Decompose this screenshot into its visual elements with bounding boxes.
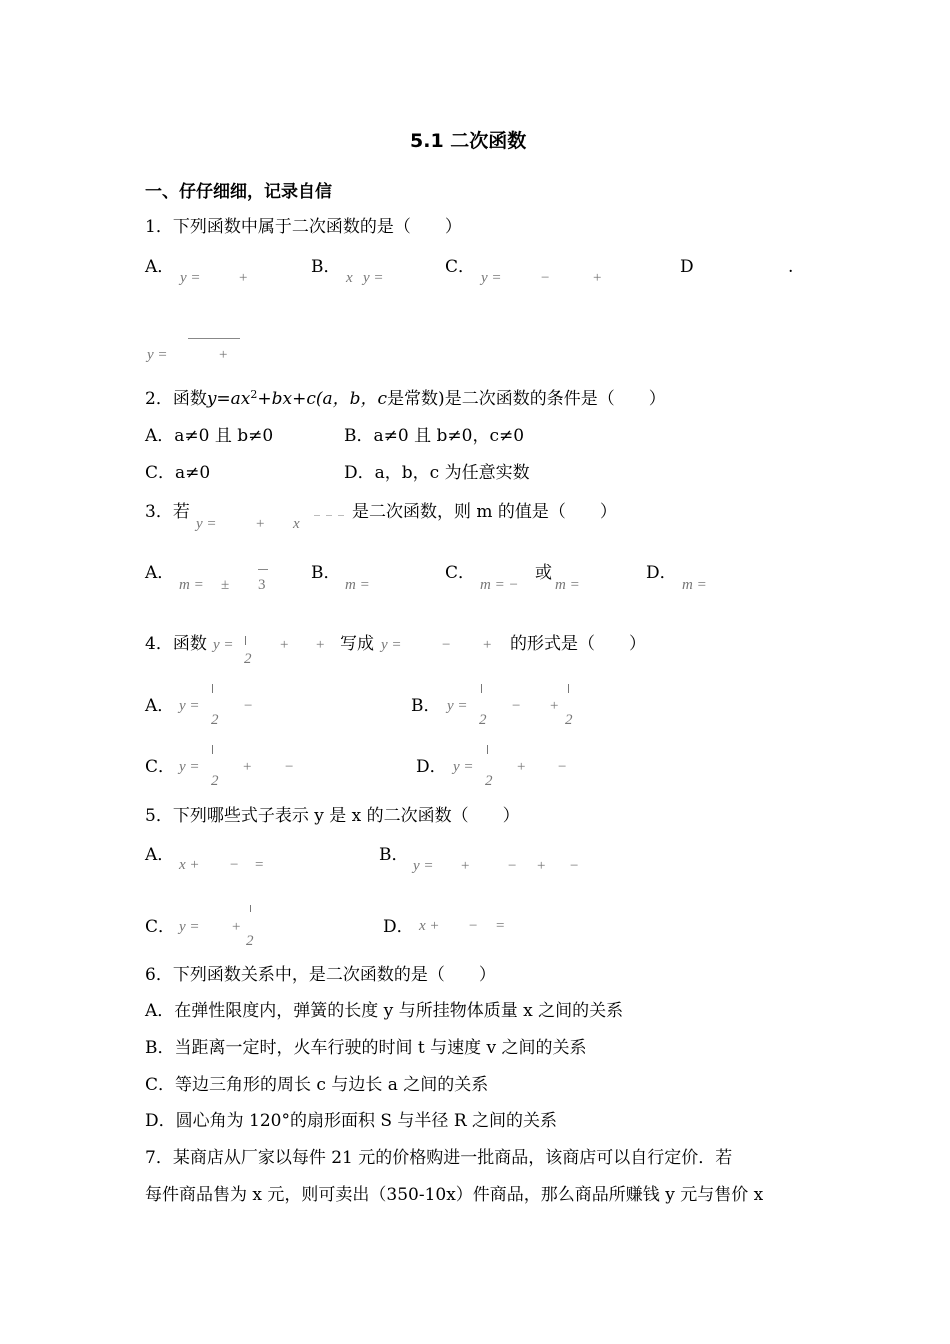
question-1-stem: 1．下列函数中属于二次函数的是（ ） <box>145 217 462 237</box>
q4-d-frag-1: y = <box>453 759 474 775</box>
q5-c-frag-2: + <box>232 919 241 935</box>
q1-d-frag-2: + <box>219 347 228 363</box>
q4-frag2-1: y = <box>381 637 402 653</box>
q6-option-a: A．在弹性限度内，弹簧的长度 y 与所挂物体质量 x 之间的关系 <box>145 1001 624 1021</box>
q4-d-frag-4: − <box>558 759 567 775</box>
q5-c-frag-1: y = <box>179 919 200 935</box>
q4-b-frag-3: − <box>512 698 521 714</box>
q3-frag-2: + <box>256 516 265 532</box>
q4-b-frag-2: 2 <box>479 712 487 728</box>
q5-b-frag-4: + <box>537 858 546 874</box>
q3-a-frag-1: m = <box>179 577 204 593</box>
q5-c-frag-3: 2 <box>246 933 254 949</box>
q3-d-frag-1: m = <box>682 577 707 593</box>
q5-d-frag-3: = <box>496 918 505 934</box>
q3-dash-1 <box>314 515 320 516</box>
q3-frag-3: x <box>293 516 300 532</box>
q2-option-a: A．a≠0 且 b≠0 <box>145 426 274 446</box>
q4-option-b-label: B． <box>411 696 441 716</box>
q3-dash-2 <box>326 515 332 516</box>
q2-option-c: C．a≠0 <box>145 463 211 483</box>
q4-frag1-4: + <box>316 637 325 653</box>
q1-option-a-label: A． <box>145 257 175 277</box>
q4-c-frag-4: − <box>285 759 294 775</box>
question-5-stem: 5．下列哪些式子表示 y 是 x 的二次函数（ ） <box>145 806 520 826</box>
q4-c-frag-3: + <box>243 759 252 775</box>
q5-option-c-label: C． <box>145 917 176 937</box>
q3-c-frag-1: m = − <box>480 577 519 593</box>
q1-option-c-label: C． <box>445 257 476 277</box>
q5-d-frag-2: − <box>469 918 478 934</box>
q5-a-frag-1: x + <box>179 857 200 873</box>
q4-a-frag-2: 2 <box>211 712 219 728</box>
q3-b-frag-1: m = <box>345 577 370 593</box>
q5-b-frag-5: − <box>570 858 579 874</box>
q2-option-d: D．a，b，c 为任意实数 <box>344 463 530 483</box>
q4-frag1-tick <box>245 636 246 645</box>
q3-dash-3 <box>338 515 344 516</box>
q4-c-tick <box>212 745 213 754</box>
q4-frag2-2: − <box>442 637 451 653</box>
q1-c-frag-1: y = <box>481 270 502 286</box>
question-4-stem-suffix: 的形式是（ ） <box>510 634 646 654</box>
q4-b-tick-2 <box>568 684 569 693</box>
q3-a-overbar <box>258 569 268 570</box>
q3-a-frag-3: 3 <box>258 577 266 593</box>
q1-option-b-label: B． <box>311 257 341 277</box>
q6-option-b: B．当距离一定时，火车行驶的时间 t 与速度 v 之间的关系 <box>145 1038 587 1058</box>
q4-c-frag-2: 2 <box>211 773 219 789</box>
q5-option-a-label: A． <box>145 845 175 865</box>
question-3-stem-suffix: 是二次函数，则 m 的值是（ ） <box>352 502 617 522</box>
q1-option-d-dot: . <box>788 257 794 277</box>
q4-d-tick <box>487 745 488 754</box>
q4-frag1-2: 2 <box>244 651 252 667</box>
question-4-stem-mid: 写成 <box>340 634 374 654</box>
question-7-line-1: 7．某商店从厂家以每件 21 元的价格购进一批商品，该商店可以自行定价．若 <box>145 1148 733 1168</box>
q4-frag2-3: + <box>483 637 492 653</box>
q3-c-frag-2: m = <box>555 577 580 593</box>
q6-option-d: D．圆心角为 120°的扇形面积 S 与半径 R 之间的关系 <box>145 1111 558 1131</box>
q1-d-fraction-bar <box>188 338 240 339</box>
q3-option-d-label: D． <box>646 563 677 583</box>
q5-a-frag-3: = <box>255 857 264 873</box>
q3-c-or: 或 <box>535 563 552 583</box>
q1-b-frag-2: y = <box>363 270 384 286</box>
q4-b-frag-5: 2 <box>565 712 573 728</box>
q5-option-b-label: B． <box>379 845 409 865</box>
q1-d-frag-1: y = <box>147 347 168 363</box>
question-7-line-2: 每件商品售为 x 元，则可卖出（350-10x）件商品，那么商品所赚钱 y 元与售价 x <box>145 1185 764 1205</box>
q1-a-frag-2: + <box>239 270 248 286</box>
q3-frag-1: y = <box>196 516 217 532</box>
q5-b-frag-2: + <box>461 858 470 874</box>
question-2-stem: 2．函数$y=ax^2+bx+c(a$，b，c是常数)是二次函数的条件是（ ） <box>145 388 666 409</box>
q4-a-frag-1: y = <box>179 698 200 714</box>
question-3-stem-prefix: 3．若 <box>145 502 190 522</box>
q5-b-frag-3: − <box>508 858 517 874</box>
q5-c-tick <box>250 905 251 912</box>
q4-a-tick <box>212 684 213 693</box>
q4-b-tick-1 <box>481 684 482 693</box>
q1-c-frag-3: + <box>593 270 602 286</box>
question-6-stem: 6．下列函数关系中，是二次函数的是（ ） <box>145 965 496 985</box>
q4-b-frag-4: + <box>550 698 559 714</box>
question-4-stem-prefix: 4．函数 <box>145 634 207 654</box>
q1-c-frag-2: − <box>541 270 550 286</box>
q3-option-b-label: B． <box>311 563 341 583</box>
q5-a-frag-2: − <box>230 857 239 873</box>
q3-a-frag-2: ± <box>221 577 230 593</box>
q4-b-frag-1: y = <box>447 698 468 714</box>
q4-frag1-3: + <box>280 637 289 653</box>
q4-option-d-label: D． <box>416 757 447 777</box>
q3-option-a-label: A． <box>145 563 175 583</box>
q4-a-frag-3: − <box>244 698 253 714</box>
q1-a-frag-1: y = <box>180 270 201 286</box>
q4-option-c-label: C． <box>145 757 176 777</box>
q2-option-b: B．a≠0 且 b≠0，c≠0 <box>344 426 525 446</box>
q4-frag1-1: y = <box>213 637 234 653</box>
q4-d-frag-2: 2 <box>485 773 493 789</box>
page-title: 5.1 二次函数 <box>410 130 527 152</box>
q4-c-frag-1: y = <box>179 759 200 775</box>
q4-d-frag-3: + <box>517 759 526 775</box>
q5-d-frag-1: x + <box>419 918 440 934</box>
q3-option-c-label: C． <box>445 563 476 583</box>
q5-b-frag-1: y = <box>413 858 434 874</box>
q5-option-d-label: D． <box>383 917 414 937</box>
q6-option-c: C．等边三角形的周长 c 与边长 a 之间的关系 <box>145 1075 489 1095</box>
section-heading: 一、仔仔细细，记录自信 <box>145 182 332 202</box>
q1-option-d-label: D <box>680 257 694 277</box>
q1-b-frag-1: x <box>346 270 353 286</box>
q4-option-a-label: A． <box>145 696 175 716</box>
